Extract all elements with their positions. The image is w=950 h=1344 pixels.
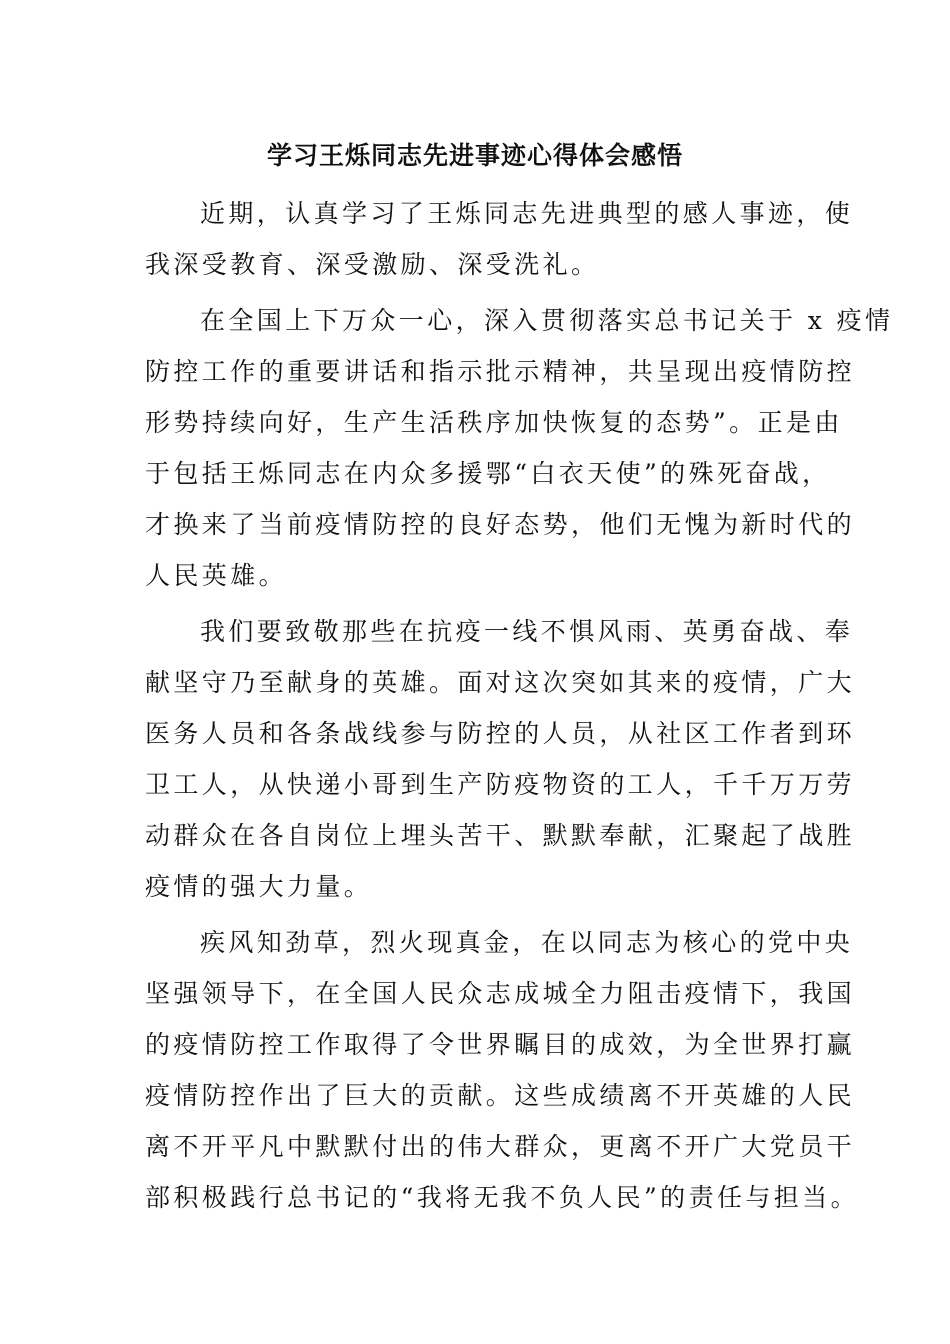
paragraph-line: 献坚守乃至献身的英雄。面对这次突如其来的疫情，广大 — [145, 668, 856, 697]
paragraph-1 — [145, 188, 854, 290]
document-title: 学习王烁同志先进事迹心得体会感悟 — [266, 141, 683, 170]
paragraph-4 — [145, 917, 859, 1223]
paragraph-line: 的疫情防控工作取得了令世界瞩目的成效，为全世界打赢 — [145, 1030, 856, 1059]
paragraph-line: 离不开平凡中默默付出的伟大群众，更离不开广大党员干 — [145, 1132, 856, 1161]
paragraph-line: 疫情的强大力量。 — [145, 872, 373, 901]
document-body — [145, 188, 894, 1228]
paragraph-2 — [145, 295, 894, 601]
paragraph-line: 医务人员和各条战线参与防控的人员，从社区工作者到环 — [145, 719, 856, 748]
paragraph-line: 防控工作的重要讲话和指示批示精神，共呈现出疫情防控 — [145, 357, 856, 386]
paragraph-line: 疾风知劲草，烈火现真金，在以同志为核心的党中央 — [200, 928, 854, 957]
paragraph-3 — [145, 606, 856, 912]
paragraph-line: 形势持续向好，生产生活秩序加快恢复的态势”。正是由 — [145, 408, 843, 437]
paragraph-line: 动群众在各自岗位上埋头苦干、默默奉献，汇聚起了战胜 — [145, 821, 856, 850]
paragraph-line: 部积极践行总书记的“我将无我不负人民”的责任与担当。 — [145, 1183, 859, 1212]
paragraph-line: 人民英雄。 — [145, 561, 288, 590]
paragraph-line: 疫情防控作出了巨大的贡献。这些成绩离不开英雄的人民 — [145, 1081, 856, 1110]
paragraph-line: 于包括王烁同志在内众多援鄂“白衣天使”的殊死奋战， — [145, 459, 831, 488]
paragraph-line: 卫工人，从快递小哥到生产防疫物资的工人，千千万万劳 — [145, 770, 856, 799]
paragraph-line: 在全国上下万众一心，深入贯彻落实总书记关于 x 疫情 — [200, 306, 894, 335]
paragraph-line: 近期，认真学习了王烁同志先进典型的感人事迹，使 — [200, 199, 854, 228]
paragraph-line: 我们要致敬那些在抗疫一线不惧风雨、英勇奋战、奉 — [200, 617, 854, 646]
paragraph-line: 坚强领导下，在全国人民众志成城全力阻击疫情下，我国 — [145, 979, 856, 1008]
paragraph-line: 我深受教育、深受激励、深受洗礼。 — [145, 250, 600, 279]
paragraph-line: 才换来了当前疫情防控的良好态势，他们无愧为新时代的 — [145, 510, 856, 539]
